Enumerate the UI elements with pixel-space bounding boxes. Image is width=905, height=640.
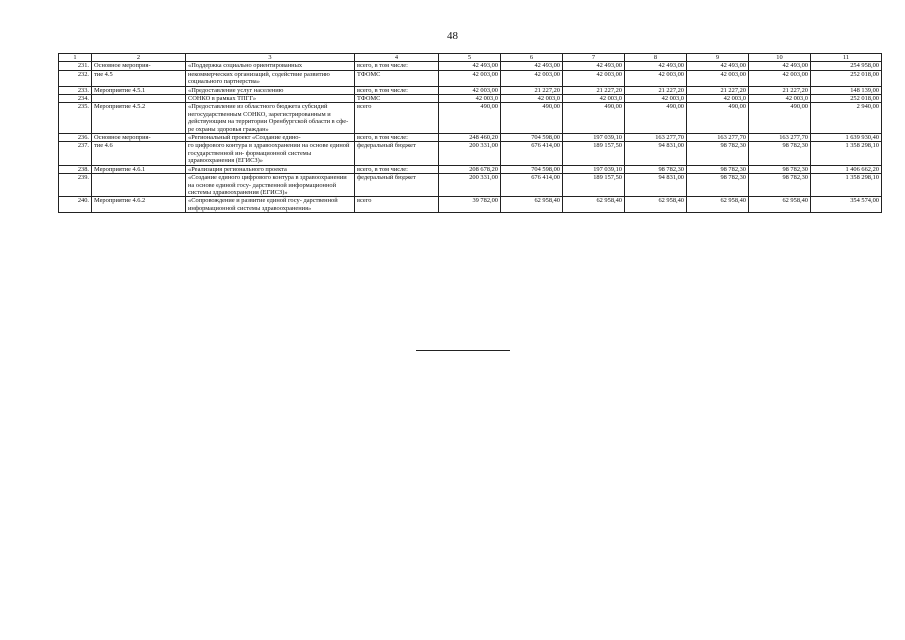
- row-number: 236.: [59, 134, 92, 142]
- amount-cell: 490,00: [625, 103, 687, 134]
- amount-cell: 94 831,00: [625, 142, 687, 165]
- row-number: 231.: [59, 62, 92, 70]
- amount-cell: 42 003,00: [439, 70, 501, 86]
- amount-cell: 490,00: [749, 103, 811, 134]
- amount-cell: 98 782,30: [687, 142, 749, 165]
- measure-name: Мероприятие 4.6.2: [92, 197, 186, 213]
- amount-cell: 189 157,50: [563, 174, 625, 197]
- amount-cell: 21 227,20: [687, 86, 749, 94]
- amount-cell: 98 782,30: [749, 174, 811, 197]
- measure-description: «Предоставление услуг населению: [186, 86, 355, 94]
- amount-cell: 98 782,30: [687, 174, 749, 197]
- column-header: 9: [687, 54, 749, 62]
- column-header: 7: [563, 54, 625, 62]
- amount-cell: 42 003,0: [439, 95, 501, 103]
- amount-cell: 42 003,0: [501, 95, 563, 103]
- amount-cell: 200 331,00: [439, 174, 501, 197]
- funding-source: всего: [355, 103, 439, 134]
- amount-cell: 39 782,00: [439, 197, 501, 213]
- header-row: [59, 54, 882, 62]
- column-header: 6: [501, 54, 563, 62]
- funding-source: ТФОМС: [355, 95, 439, 103]
- amount-cell: 42 493,00: [625, 62, 687, 70]
- amount-cell: 42 493,00: [563, 62, 625, 70]
- measure-name: Основное мероприя-: [92, 62, 186, 70]
- amount-cell: 62 958,40: [501, 197, 563, 213]
- amount-cell: 252 018,00: [811, 70, 882, 86]
- funding-source: всего, в том числе:: [355, 62, 439, 70]
- amount-cell: 62 958,40: [563, 197, 625, 213]
- amount-cell: 490,00: [501, 103, 563, 134]
- row-number: 234.: [59, 95, 92, 103]
- amount-cell: 1 358 298,10: [811, 142, 882, 165]
- amount-cell: 163 277,70: [625, 134, 687, 142]
- measure-description: некоммерческих организаций, содействие развитию социального партнерства»: [186, 70, 355, 86]
- funding-source: федеральный бюджет: [355, 142, 439, 165]
- amount-cell: 208 678,20: [439, 165, 501, 173]
- row-number: 233.: [59, 86, 92, 94]
- amount-cell: 21 227,20: [563, 86, 625, 94]
- funding-source: федеральный бюджет: [355, 174, 439, 197]
- row-number: 237.: [59, 142, 92, 165]
- column-header: 3: [186, 54, 355, 62]
- table-row: [59, 62, 882, 70]
- amount-cell: 490,00: [563, 103, 625, 134]
- row-number: 232.: [59, 70, 92, 86]
- measure-description: го цифрового контура в здравоохранении на основе единой государственной ин- формационной системы здравоохранения (ЕГИСЗ)»: [186, 142, 355, 165]
- amount-cell: 42 003,00: [563, 70, 625, 86]
- amount-cell: 254 958,00: [811, 62, 882, 70]
- amount-cell: 704 598,00: [501, 165, 563, 173]
- amount-cell: 1 639 930,40: [811, 134, 882, 142]
- measure-description: «Создание единого цифрового контура в здравоохранении на основе единой госу- дарственной информационной системы здравоохранения (ЕГИСЗ)»: [186, 174, 355, 197]
- column-header: 4: [355, 54, 439, 62]
- measure-description: «Поддержка социально ориентированных: [186, 62, 355, 70]
- amount-cell: 98 782,30: [625, 165, 687, 173]
- measure-name: [92, 174, 186, 197]
- table-row: [59, 174, 882, 197]
- measure-name: Мероприятие 4.5.1: [92, 86, 186, 94]
- amount-cell: 200 331,00: [439, 142, 501, 165]
- row-number: 239.: [59, 174, 92, 197]
- amount-cell: 148 139,00: [811, 86, 882, 94]
- funding-source: всего: [355, 197, 439, 213]
- measure-name: Мероприятие 4.6.1: [92, 165, 186, 173]
- amount-cell: 354 574,00: [811, 197, 882, 213]
- amount-cell: 163 277,70: [687, 134, 749, 142]
- amount-cell: 252 018,00: [811, 95, 882, 103]
- amount-cell: 42 003,00: [687, 70, 749, 86]
- amount-cell: 42 003,0: [625, 95, 687, 103]
- amount-cell: 62 958,40: [625, 197, 687, 213]
- row-number: 238.: [59, 165, 92, 173]
- amount-cell: 94 831,00: [625, 174, 687, 197]
- amount-cell: 676 414,00: [501, 174, 563, 197]
- row-number: 235.: [59, 103, 92, 134]
- amount-cell: 21 227,20: [501, 86, 563, 94]
- amount-cell: 98 782,30: [749, 165, 811, 173]
- table-row: [59, 134, 882, 142]
- column-header: 2: [92, 54, 186, 62]
- measure-name: тие 4.6: [92, 142, 186, 165]
- measure-name: тие 4.5: [92, 70, 186, 86]
- funding-source: всего, в том числе:: [355, 86, 439, 94]
- amount-cell: 98 782,30: [749, 142, 811, 165]
- amount-cell: 42 493,00: [687, 62, 749, 70]
- amount-cell: 490,00: [687, 103, 749, 134]
- amount-cell: 42 493,00: [439, 62, 501, 70]
- amount-cell: 42 493,00: [501, 62, 563, 70]
- amount-cell: 21 227,20: [625, 86, 687, 94]
- amount-cell: 1 406 662,20: [811, 165, 882, 173]
- amount-cell: 248 460,20: [439, 134, 501, 142]
- measure-name: [92, 95, 186, 103]
- amount-cell: 42 003,00: [625, 70, 687, 86]
- amount-cell: 98 782,30: [687, 165, 749, 173]
- table-row: [59, 95, 882, 103]
- amount-cell: 704 598,00: [501, 134, 563, 142]
- amount-cell: 42 003,00: [439, 86, 501, 94]
- measure-name: Мероприятие 4.5.2: [92, 103, 186, 134]
- measure-description: СОНКО в рамках ТПГГ»: [186, 95, 355, 103]
- row-number: 240.: [59, 197, 92, 213]
- amount-cell: 42 003,00: [501, 70, 563, 86]
- amount-cell: 197 039,10: [563, 165, 625, 173]
- amount-cell: 21 227,20: [749, 86, 811, 94]
- column-header: 1: [59, 54, 92, 62]
- amount-cell: 490,00: [439, 103, 501, 134]
- amount-cell: 42 003,0: [563, 95, 625, 103]
- table-row: [59, 86, 882, 94]
- funding-source: ТФОМС: [355, 70, 439, 86]
- amount-cell: 197 039,10: [563, 134, 625, 142]
- measure-description: «Сопровождение и развитие единой госу- дарственной информационной системы здравоохранения»: [186, 197, 355, 213]
- table-row: [59, 70, 882, 86]
- end-rule: [416, 350, 510, 351]
- column-header: 8: [625, 54, 687, 62]
- amount-cell: 62 958,40: [687, 197, 749, 213]
- amount-cell: 2 940,00: [811, 103, 882, 134]
- measure-description: «Региональный проект «Создание едино-: [186, 134, 355, 142]
- funding-source: всего, в том числе:: [355, 134, 439, 142]
- table-row: [59, 142, 882, 165]
- funding-source: всего, в том числе:: [355, 165, 439, 173]
- measure-description: «Предоставление из областного бюджета субсидий негосударственным СОНКО, зарегистрированным и действующим на территории Оренбургской области в сфе- ре охраны здоровья граждан»: [186, 103, 355, 134]
- table-row: [59, 103, 882, 134]
- amount-cell: 42 003,00: [749, 70, 811, 86]
- amount-cell: 62 958,40: [749, 197, 811, 213]
- amount-cell: 189 157,50: [563, 142, 625, 165]
- table-row: [59, 165, 882, 173]
- table-row: [59, 197, 882, 213]
- amount-cell: 42 493,00: [749, 62, 811, 70]
- measure-description: «Реализация регионального проекта: [186, 165, 355, 173]
- amount-cell: 1 358 298,10: [811, 174, 882, 197]
- column-header: 5: [439, 54, 501, 62]
- page-number: 48: [447, 30, 458, 42]
- column-header: 11: [811, 54, 882, 62]
- column-header: 10: [749, 54, 811, 62]
- amount-cell: 163 277,70: [749, 134, 811, 142]
- measure-name: Основное мероприя-: [92, 134, 186, 142]
- amount-cell: 42 003,0: [749, 95, 811, 103]
- budget-table: [58, 53, 882, 213]
- amount-cell: 676 414,00: [501, 142, 563, 165]
- amount-cell: 42 003,0: [687, 95, 749, 103]
